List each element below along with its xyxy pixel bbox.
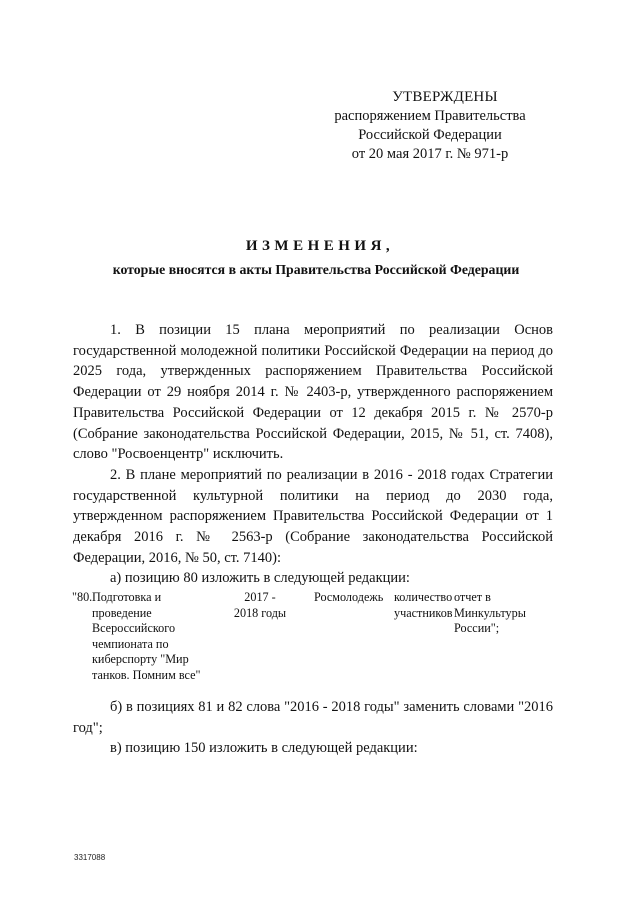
document-subtitle: которые вносятся в акты Правительства Российской Федерации [112,262,520,277]
document-code: 3317088 [74,853,106,862]
approval-line-3: от 20 мая 2017 г. № 971-р [351,146,509,162]
row-number: "80. [72,590,93,604]
paragraph-2: 2. В плане мероприятий по реализации в 2016 - 2018 годах Стратегии государственной культурной политики на период до 2030 года, утвержденном распоряжением Правительства Российской Федерации от 1 декабря 2016 г. № 2563-р (Собрание законодательства Российской Федерации, 2016, № 50, ст. 7140): [73,466,553,566]
document-body [73,320,553,589]
approval-block [330,88,530,164]
event-indicator: количество участников [394,590,453,620]
approval-line-1: распоряжением Правительства [334,108,526,124]
paragraph-3: а) позицию 80 изложить в следующей редакции: [110,570,410,587]
approval-line-2: Российской Федерации [358,127,502,143]
event-report: отчет в Минкультуры России"; [454,590,526,635]
event-name: Подготовка и проведение Всероссийского чемпионата по киберспорту "Мир танков. Помним все" [92,590,201,682]
event-period: 2017 - 2018 годы [233,590,287,620]
event-executor: Росмолодежь [314,590,384,604]
paragraph-5: в) позицию 150 изложить в следующей редакции: [110,740,418,757]
document-title: ИЗМЕНЕНИЯ, [245,238,395,254]
paragraph-1: 1. В позиции 15 плана мероприятий по реализации Основ государственной молодежной политики Российской Федерации на период до 2025 года, утвержденных распоряжением Правительства Российской Федерации от 29 ноября 2014 г. № 2403-р, утвержденного распоряжением Правительства Российской Федерации от 12 декабря 2015 г. № 2570-р (Собрание законодательства Российской Федерации, 2015, № 51, ст. 7408), слово "Росвоенцентр" исключить. [73,322,553,463]
paragraph-4: б) в позициях 81 и 82 слова "2016 - 2018 годы" заменить словами "2016 год"; [73,699,553,736]
approval-heading: УТВЕРЖДЕНЫ [392,89,498,105]
document-body-continued [73,697,553,759]
